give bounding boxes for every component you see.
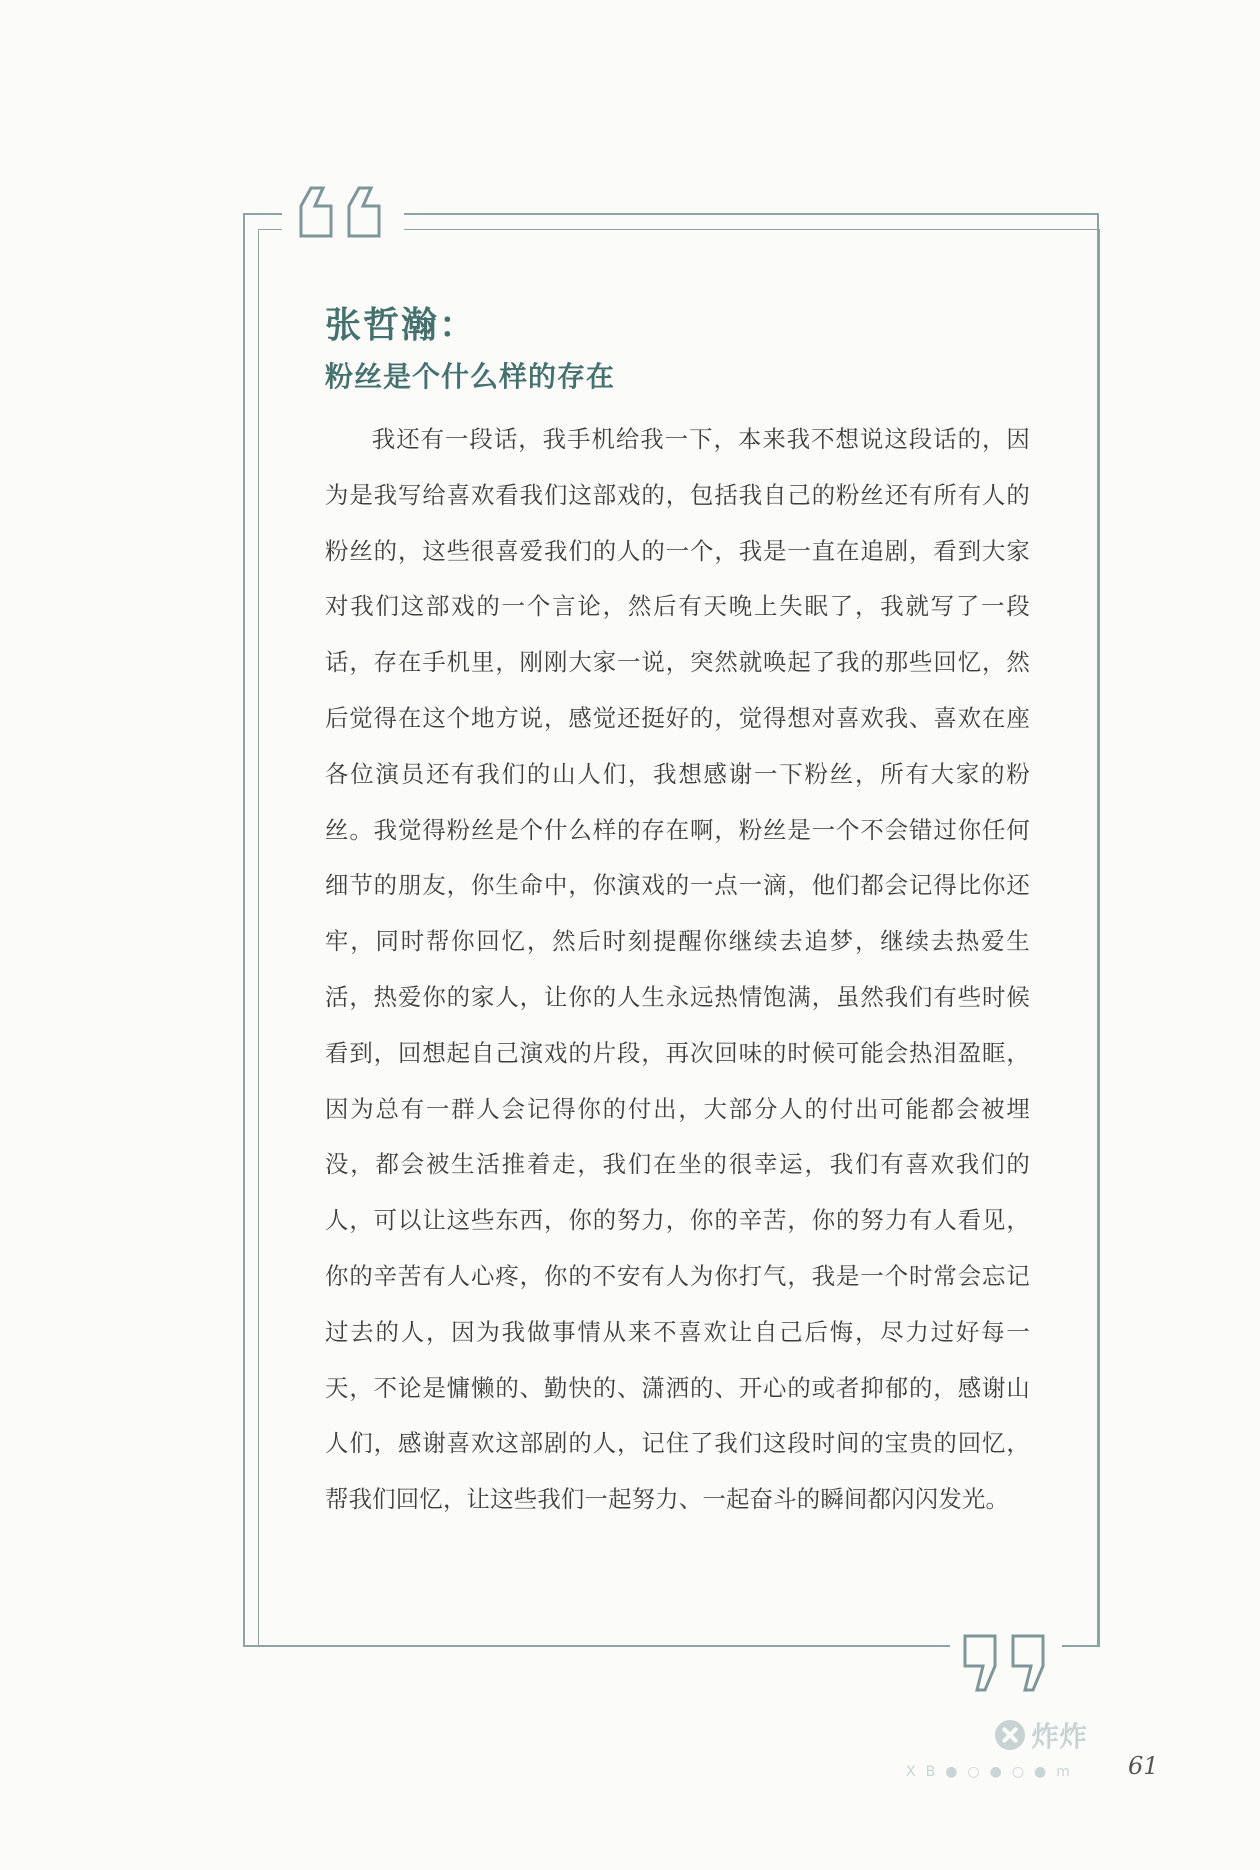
close-quote-icon xyxy=(955,1632,1065,1698)
brand-x-icon xyxy=(995,1720,1025,1750)
article-title: 张哲瀚： xyxy=(325,304,478,346)
article-paragraph: 我还有一段话，我手机给我一下，本来我不想说这段话的，因为是我写给喜欢看我们这部戏的，包括我自己的粉丝还有所有人的粉丝的，这些很喜爱我们的人的一个，我是一直在追剧，看到大家对我们这部戏的一个言论，然后有天晚上失眠了，我就写了一段话，存在手机里，刚刚大家一说，突然就唤起了我的那些回忆，然后觉得在这个地方说，感觉还挺好的，觉得想对喜欢我、喜欢在座各位演员还有我们的山人们，我想感谢一下粉丝，所有大家的粉丝。我觉得粉丝是个什么样的存在啊，粉丝是一个不会错过你任何细节的朋友，你生命中，你演戏的一点一滴，他们都会记得比你还牢，同时帮你回忆，然后时刻提醒你继续去追梦，继续去热爱生活，热爱你的家人，让你的人生永远热情饱满，虽然我们有些时候看到，回想起自己演戏的片段，再次回味的时候可能会热泪盈眶，因为总有一群人会记得你的付出，大部分人的付出可能都会被埋没，都会被生活推着走，我们在坐的很幸运，我们有喜欢我们的人，可以让这些东西，你的努力，你的辛苦，你的努力有人看见，你的辛苦有人心疼，你的不安有人为你打气，我是一个时常会忘记过去的人，因为我做事情从来不喜欢让自己后悔，尽力过好每一天，不论是慵懒的、勤快的、潇洒的、开心的或者抑郁的，感谢山人们，感谢喜欢这部剧的人，记住了我们这段时间的宝贵的回忆，帮我们回忆，让这些我们一起努力、一起奋斗的瞬间都闪闪发光。 xyxy=(325,425,1030,1514)
article-content xyxy=(325,298,1030,1528)
page-number: 61 xyxy=(1128,1752,1159,1780)
brand-subtext: XB●○●○●m xyxy=(906,1764,1080,1780)
brand-name: 炸炸 xyxy=(1031,1720,1088,1753)
open-quote-icon xyxy=(293,180,403,240)
brand-logo xyxy=(995,1715,1087,1755)
article-subtitle: 粉丝是个什么样的存在 xyxy=(325,360,616,393)
